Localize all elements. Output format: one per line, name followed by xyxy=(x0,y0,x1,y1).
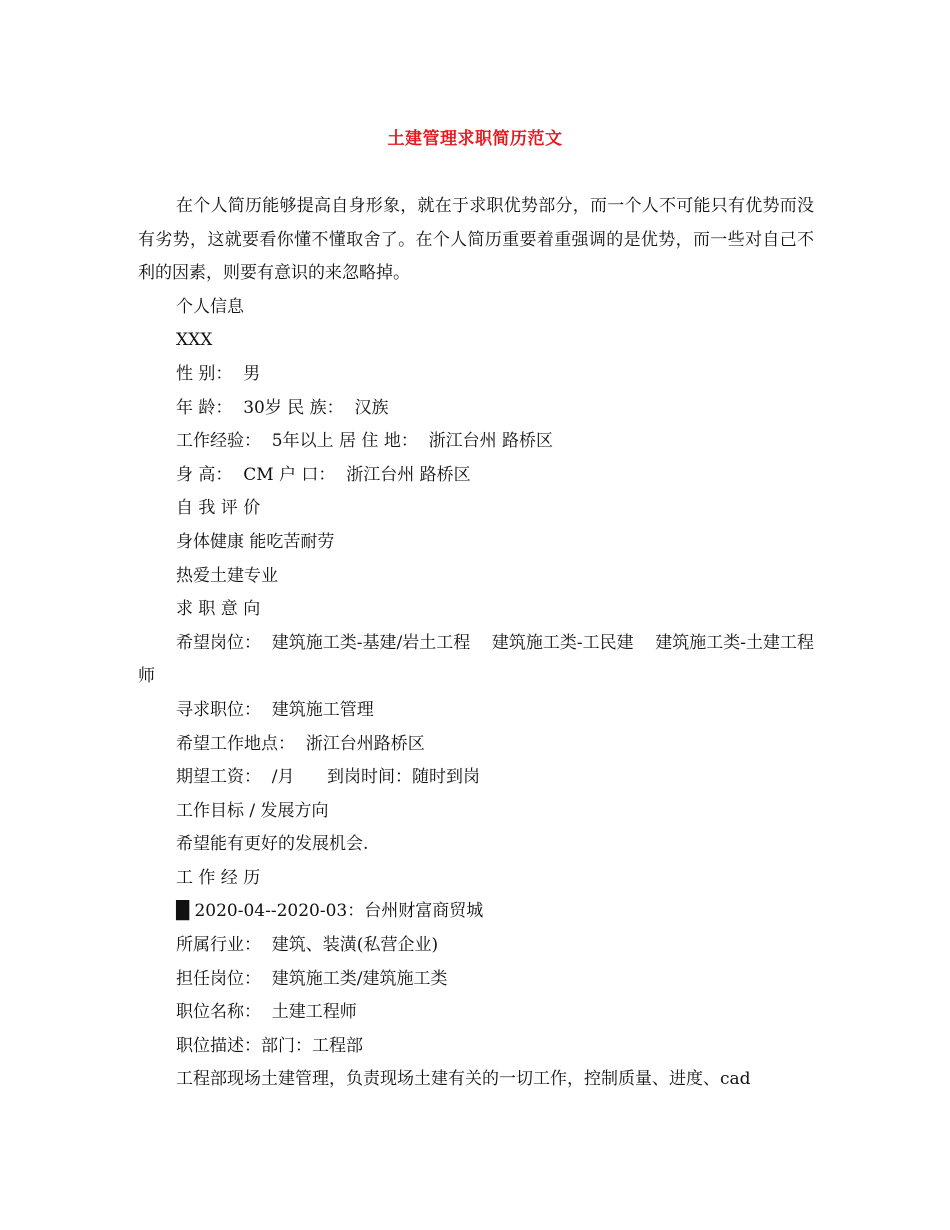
salary-availability-line: 期望工资： /月 到岗时间：随时到岗 xyxy=(176,767,480,788)
self-evaluation-line-1: 身体健康 能吃苦耐劳 xyxy=(176,531,335,552)
desired-positions-line: 希望岗位： 建筑施工类-基建/岩土工程 建筑施工类-工民建 建筑施工类-土建工程师 xyxy=(138,632,814,687)
sought-position-line: 寻求职位： 建筑施工管理 xyxy=(176,699,374,720)
post-line: 担任岗位： 建筑施工类/建筑施工类 xyxy=(176,968,448,989)
section-heading-work-history: 工 作 经 历 xyxy=(176,867,261,888)
duties-line: 工程部现场土建管理，负责现场土建有关的一切工作，控制质量、进度、cad xyxy=(176,1069,751,1090)
section-heading-self-evaluation: 自 我 评 价 xyxy=(176,498,261,519)
industry-line: 所属行业： 建筑、装潢(私营企业) xyxy=(176,935,439,956)
work-period-line: █ 2020-04--2020-03：台州财富商贸城 xyxy=(176,901,484,922)
self-evaluation-line-2: 热爱土建专业 xyxy=(176,565,278,586)
experience-residence-line: 工作经验： 5年以上 居 住 地： 浙江台州 路桥区 xyxy=(176,431,554,452)
goal-text-line: 希望能有更好的发展机会. xyxy=(176,834,369,855)
name-line: XXX xyxy=(176,330,213,351)
section-heading-personal-info: 个人信息 xyxy=(176,296,244,317)
goal-heading-line: 工作目标 / 发展方向 xyxy=(176,800,329,821)
height-hukou-line: 身 高： CM 户 口： 浙江台州 路桥区 xyxy=(176,464,471,485)
age-ethnicity-line: 年 龄： 30岁 民 族： 汉族 xyxy=(176,397,389,418)
gender-line: 性 别： 男 xyxy=(176,363,261,384)
desired-location-line: 希望工作地点： 浙江台州路桥区 xyxy=(176,733,425,754)
job-title-line: 职位名称： 土建工程师 xyxy=(176,1002,357,1023)
section-heading-job-intention: 求 职 意 向 xyxy=(176,599,261,620)
document-body xyxy=(138,190,814,1097)
job-description-line: 职位描述：部门：工程部 xyxy=(176,1035,363,1056)
intro-paragraph: 在个人简历能够提高自身形象，就在于求职优势部分，而一个人不可能只有优势而没有劣势，这就要看你懂不懂取舍了。在个人简历重要着重强调的是优势，而一些对自己不利的因素，则要有意识的来忽略掉。 xyxy=(138,196,814,284)
document-title: 土建管理求职简历范文 xyxy=(387,129,563,149)
